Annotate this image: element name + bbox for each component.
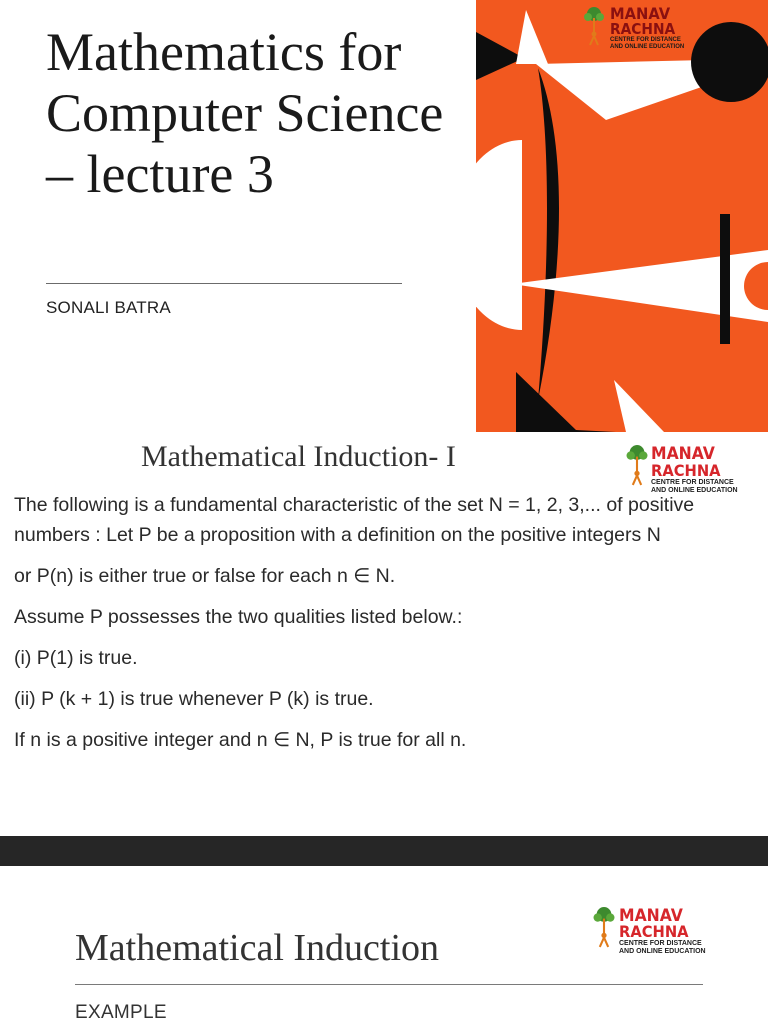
induction-example-slide: [0, 866, 768, 1024]
logo-line-online: AND ONLINE EDUCATION: [619, 948, 706, 955]
truth-condition-line: or P(n) is either true or false for each n ∈ N.: [14, 565, 396, 587]
logo-line-online: AND ONLINE EDUCATION: [651, 487, 738, 494]
conclusion-line: If n is a positive integer and n ∈ N, P is true for all n.: [14, 729, 467, 751]
manav-rachna-logo: [591, 906, 711, 954]
lecture-title: Mathematics for Computer Science – lecture 3: [46, 22, 444, 204]
assumption-line: Assume P possesses the two qualities listed below.:: [14, 606, 463, 628]
definition-paragraph: The following is a fundamental characteristic of the set N = 1, 2, 3,... of positive numbers : Let P be a proposition with a definition on the positive integers N: [14, 494, 695, 546]
logo-line-rachna: RACHNA: [610, 20, 676, 38]
slide-title: Mathematical Induction- I: [141, 440, 456, 473]
slide-title: Mathematical Induction: [75, 927, 440, 969]
manav-rachna-logo: [582, 6, 702, 54]
logo-line-centre: CENTRE FOR DISTANCE: [610, 37, 681, 43]
title-divider: [75, 984, 703, 985]
slide-body: [14, 490, 766, 766]
logo-line-manav: MANAV: [651, 444, 715, 464]
slide-separator: [0, 836, 768, 866]
tree-figure-icon: [624, 444, 650, 486]
logo-line-centre: CENTRE FOR DISTANCE: [619, 940, 702, 947]
logo-line-rachna: RACHNA: [651, 461, 721, 480]
inductive-step-line: (ii) P (k + 1) is true whenever P (k) is true.: [14, 688, 374, 710]
author-name: SONALI BATRA: [46, 298, 171, 317]
tree-figure-icon: [582, 6, 606, 46]
cover-artwork-image: [476, 0, 768, 432]
induction-definition-slide: [0, 432, 768, 836]
logo-line-manav: MANAV: [610, 4, 671, 23]
logo-line-centre: CENTRE FOR DISTANCE: [651, 479, 734, 486]
base-case-line: (i) P(1) is true.: [14, 647, 138, 669]
tree-figure-icon: [591, 906, 617, 948]
manav-rachna-logo: [624, 444, 744, 492]
logo-line-manav: MANAV: [619, 906, 683, 926]
title-slide: [0, 0, 768, 432]
logo-line-rachna: RACHNA: [619, 922, 689, 941]
slide-subtitle: EXAMPLE: [75, 1002, 167, 1023]
logo-line-online: AND ONLINE EDUCATION: [610, 44, 685, 50]
title-divider: [46, 283, 402, 284]
